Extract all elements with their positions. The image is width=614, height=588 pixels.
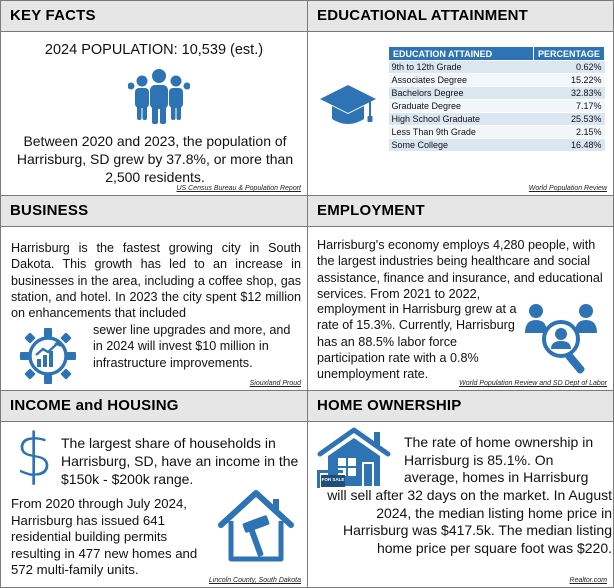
employment-text-top: Harrisburg's economy employs 4,280 people, with the largest industries being healthcare and social assistance, finance and insurance, and educational services. From 2021 to 2022,	[317, 238, 603, 301]
row-value: 32.83%	[534, 87, 605, 100]
row-label: Associates Degree	[389, 74, 534, 87]
business-title: BUSINESS	[1, 196, 307, 227]
business-text-top: Harrisburg is the fastest growing city in South Dakota. This growth has led to an increase in businesses in the area, including a coffee shop, gas station, and hotel. In 2023 the city spent $12 million on enhancements that included	[11, 241, 301, 321]
education-panel	[307, 0, 614, 196]
row-label: Bachelors Degree	[389, 87, 534, 100]
home-ownership-title: HOME OWNERSHIP	[308, 391, 613, 422]
education-source: World Population Review	[528, 185, 607, 192]
people-search-icon	[522, 299, 600, 381]
key-facts-source: US Census Bureau & Population Report	[176, 185, 301, 192]
row-label: Less Than 9th Grade	[389, 126, 534, 139]
home-ownership-panel	[307, 390, 614, 588]
dollar-icon: $	[15, 421, 54, 491]
row-value: 15.22%	[534, 74, 605, 87]
graduation-cap-icon	[318, 83, 378, 133]
row-label: High School Graduate	[389, 113, 534, 126]
employment-title: EMPLOYMENT	[308, 196, 613, 227]
table-row	[389, 61, 605, 74]
income-text-top: The largest share of households in Harrisburg, SD, have an income in the $150k - $200k range.	[61, 435, 299, 487]
people-icon	[128, 68, 190, 126]
key-facts-title: KEY FACTS	[1, 1, 307, 32]
table-row	[389, 139, 605, 152]
business-text-side: sewer line upgrades and more, and in 2024 will invest $10 million in infrastructure improvements.	[93, 323, 291, 370]
key-facts-panel	[0, 0, 308, 196]
row-value: 7.17%	[534, 100, 605, 113]
col-education-attained: EDUCATION ATTAINED	[389, 47, 534, 61]
home-ownership-text-bottom: will sell after 32 days on the market. In August 2024, the median listing home price in Harrisburg was $417.5k. The median listing home price per square foot was $220.	[327, 487, 612, 556]
table-row	[389, 87, 605, 100]
home-ownership-source: Realtor.com	[569, 577, 607, 584]
education-title: EDUCATIONAL ATTAINMENT	[308, 1, 613, 32]
income-title: INCOME and HOUSING	[1, 391, 307, 422]
table-row	[389, 74, 605, 87]
income-source: Lincoln County, South Dakota	[208, 577, 301, 584]
gear-growth-icon	[17, 325, 79, 387]
row-value: 0.62%	[534, 61, 605, 74]
table-row	[389, 100, 605, 113]
education-table	[388, 46, 605, 152]
row-value: 25.53%	[534, 113, 605, 126]
income-panel	[0, 390, 308, 588]
row-label: Graduate Degree	[389, 100, 534, 113]
business-source: Siouxland Proud	[249, 380, 301, 387]
business-panel	[0, 195, 308, 391]
for-sale-sign-text: FOR SALE	[321, 477, 345, 482]
income-text-bottom: From 2020 through July 2024, Harrisburg has issued 641 residential building permits resulting in 477 new homes and 572 multi-family units.	[11, 496, 198, 577]
employment-source: World Population Review and SD Dept of Labor	[459, 380, 607, 387]
growth-text: Between 2020 and 2023, the population of Harrisburg, SD grew by 37.8%, or more than 2,500 residents.	[16, 133, 294, 185]
house-hammer-icon	[213, 485, 299, 565]
population-text: 2024 POPULATION: 10,539 (est.)	[44, 42, 264, 58]
employment-text-side: employment in Harrisburg grew at a rate of 15.3%. Currently, Harrisburg has an 88.5% labor force participation rate with a 0.8% unemployment rate.	[317, 302, 517, 382]
home-ownership-text-side: The rate of home ownership in Harrisburg is 85.1%. On average, homes in Harrisburg	[404, 434, 594, 485]
employment-panel	[307, 195, 614, 391]
col-percentage: PERCENTAGE	[534, 47, 605, 61]
row-value: 2.15%	[534, 126, 605, 139]
table-row	[389, 113, 605, 126]
row-label: Some College	[389, 139, 534, 152]
row-label: 9th to 12th Grade	[389, 61, 534, 74]
table-row	[389, 126, 605, 139]
row-value: 16.48%	[534, 139, 605, 152]
